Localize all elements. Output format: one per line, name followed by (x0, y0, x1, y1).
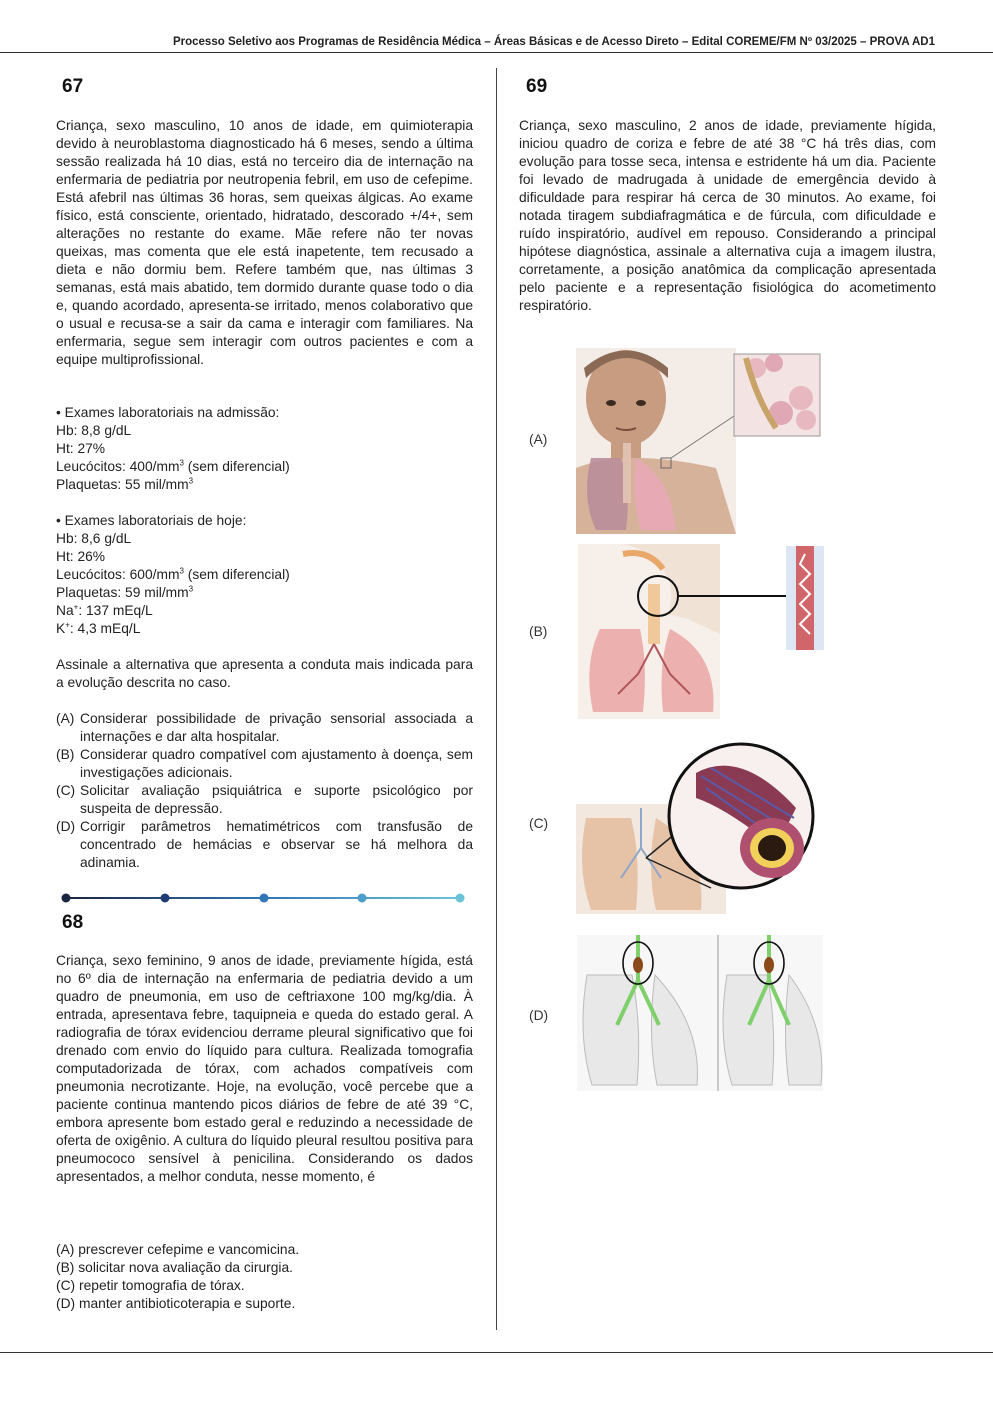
lab-hb: Hb: 8,8 g/dL (56, 423, 132, 438)
q68-option-b[interactable]: (B) solicitar nova avaliação da cirurgia. (56, 1260, 293, 1275)
lab-ht: Ht: 26% (56, 549, 106, 564)
q67-option-a[interactable]: (A) Considerar possibilidade de privação sensorial associada a internações e dar alta hospitalar. (56, 711, 473, 744)
q67-labs-today (56, 512, 290, 638)
q69-stem: Criança, sexo masculino, 2 anos de idade, previamente hígida, iniciou quadro de coriza e febre de até 38 °C há três dias, com evolução para tosse seca, intensa e estridente há um dia. Paciente foi levado de madrugada à unidade de emergência devido à dificuldade para respirar há cerca de 30 minutos. Ao exame, foi notada tiragem subdiafragmática e de fúrcula, com dificuldade e ruído inspiratório, audível em repouso. Considerando a principal hipótese diagnóstica, assinale a alternativa cuja a imagem ilustra, corretamente, a posição anatômica da complicação apresentada pelo paciente e a representação fisiológica do acometimento respiratório. (519, 118, 936, 313)
question-number-67: 67 (62, 76, 84, 97)
q67-stem: Criança, sexo masculino, 10 anos de idade, em quimioterapia devido à neuroblastoma diagnosticado há 6 meses, sendo a última sessão realizada há 10 dias, está no terceiro dia de internação na enfermaria de pediatria por neutropenia febril, em uso de cefepime. Está afebril nas últimas 36 horas, sem queixas álgicas. Ao exame físico, está consciente, orientado, hidratado, descorado +/4+, sem alterações no restante do exame. Mãe refere não ter novas queixas, mas comenta que ele está inapetente, tem recusado a dieta e não dormiu bem. Refere também que, nas últimas 3 semanas, está mais abatido, tem dormido durante quase todo o dia e, quando acordado, apresenta-se irritado, menos colaborativo que o usual e recusa-se a sair da cama e interagir com familiares. Na enfermaria, segue sem interagir com outros pacientes e com a equipe multiprofissional. (56, 118, 473, 367)
q67-options (56, 710, 473, 872)
q69-option-d-image[interactable] (577, 935, 823, 1096)
lab-leucocitos: Leucócitos: $400/mm^3$ (sem diferencial) (56, 458, 290, 474)
lab-sodio: Na+: 137 mEq/L (56, 602, 153, 618)
q67-option-b[interactable]: (B) Considerar quadro compatível com ajustamento à doença, sem investigações adicionais. (56, 747, 473, 780)
lab-plaquetas: Plaquetas: 55 mil/$mm^3$ (56, 476, 194, 492)
q69-option-c-image[interactable] (576, 738, 816, 919)
q67-option-d[interactable]: (D) Corrigir parâmetros hematimétricos com transfusão de concentrado de hemácias e observar se há melhora da adinamia. (56, 819, 473, 870)
question-number-68: 68 (62, 912, 84, 933)
labs-admission-title: • Exames laboratoriais na admissão: (56, 405, 280, 420)
lab-potassio: K+: 4,3 mEq/L (56, 620, 141, 636)
labs-today-title: • Exames laboratoriais de hoje: (56, 513, 247, 528)
q68-stem: Criança, sexo feminino, 9 anos de idade, previamente hígida, está no 6º dia de internação na enfermaria de pediatria devido a um quadro de pneumonia, em uso de ceftriaxone 100 mg/kg/dia. À entrada, apresentava febre, taquipneia e queda do estado geral. A radiografia de tórax evidenciou derrame pleural significativo que foi drenado com envio do líquido para cultura. Realizada tomografia computadorizada de tórax, com achados compatíveis com pneumonia necrotizante. Hoje, na evolução, você percebe que a paciente continua mantendo picos diários de febre de até 39 °C, embora apresente bom estado geral e reduzindo a necessidade de oferta de oxigênio. A cultura do líquido pleural resultou positiva para pneumococo sensível à penicilina. Considerando os dados apresentados, a melhor conduta, nesse momento, é (56, 953, 473, 1184)
question-separator (60, 890, 470, 911)
q69-option-c-label[interactable]: (C) (529, 816, 549, 831)
page-header (0, 30, 993, 53)
question-number-69: 69 (526, 76, 548, 97)
q68-option-a[interactable]: (A) prescrever cefepime e vancomicina. (56, 1242, 300, 1257)
q67-question: Assinale a alternativa que apresenta a conduta mais indicada para a evolução descrita no caso. (56, 657, 473, 690)
q69-option-a-image[interactable] (576, 348, 826, 539)
q67-option-c[interactable]: (C) Solicitar avaliação psiquiátrica e suporte psicológico por suspeita de depressão. (56, 783, 473, 816)
q68-option-c[interactable]: (C) repetir tomografia de tórax. (56, 1278, 245, 1293)
q68-options (56, 1241, 473, 1313)
q69-option-a-label[interactable]: (A) (529, 432, 548, 447)
q68-option-d[interactable]: (D) manter antibioticoterapia e suporte. (56, 1296, 296, 1311)
lab-ht: Ht: 27% (56, 441, 106, 456)
q67-labs-admission (56, 404, 290, 494)
q69-option-b-label[interactable]: (B) (529, 624, 548, 639)
header-title: Processo Seletivo aos Programas de Residência Médica – Áreas Básicas e de Acesso Direto – Edital COREME/FM Nº 03/2025 – PROVA AD1 (172, 36, 935, 48)
page-footer-line (0, 1352, 993, 1353)
column-divider (496, 68, 497, 1330)
lab-hb: Hb: 8,6 g/dL (56, 531, 132, 546)
q69-option-d-label[interactable]: (D) (529, 1008, 549, 1023)
q69-option-b-image[interactable] (578, 544, 828, 724)
lab-leucocitos: Leucócitos: $600/mm^3$ (sem diferencial) (56, 566, 290, 582)
lab-plaquetas: Plaquetas: 59 mil/$mm^3$ (56, 584, 194, 600)
